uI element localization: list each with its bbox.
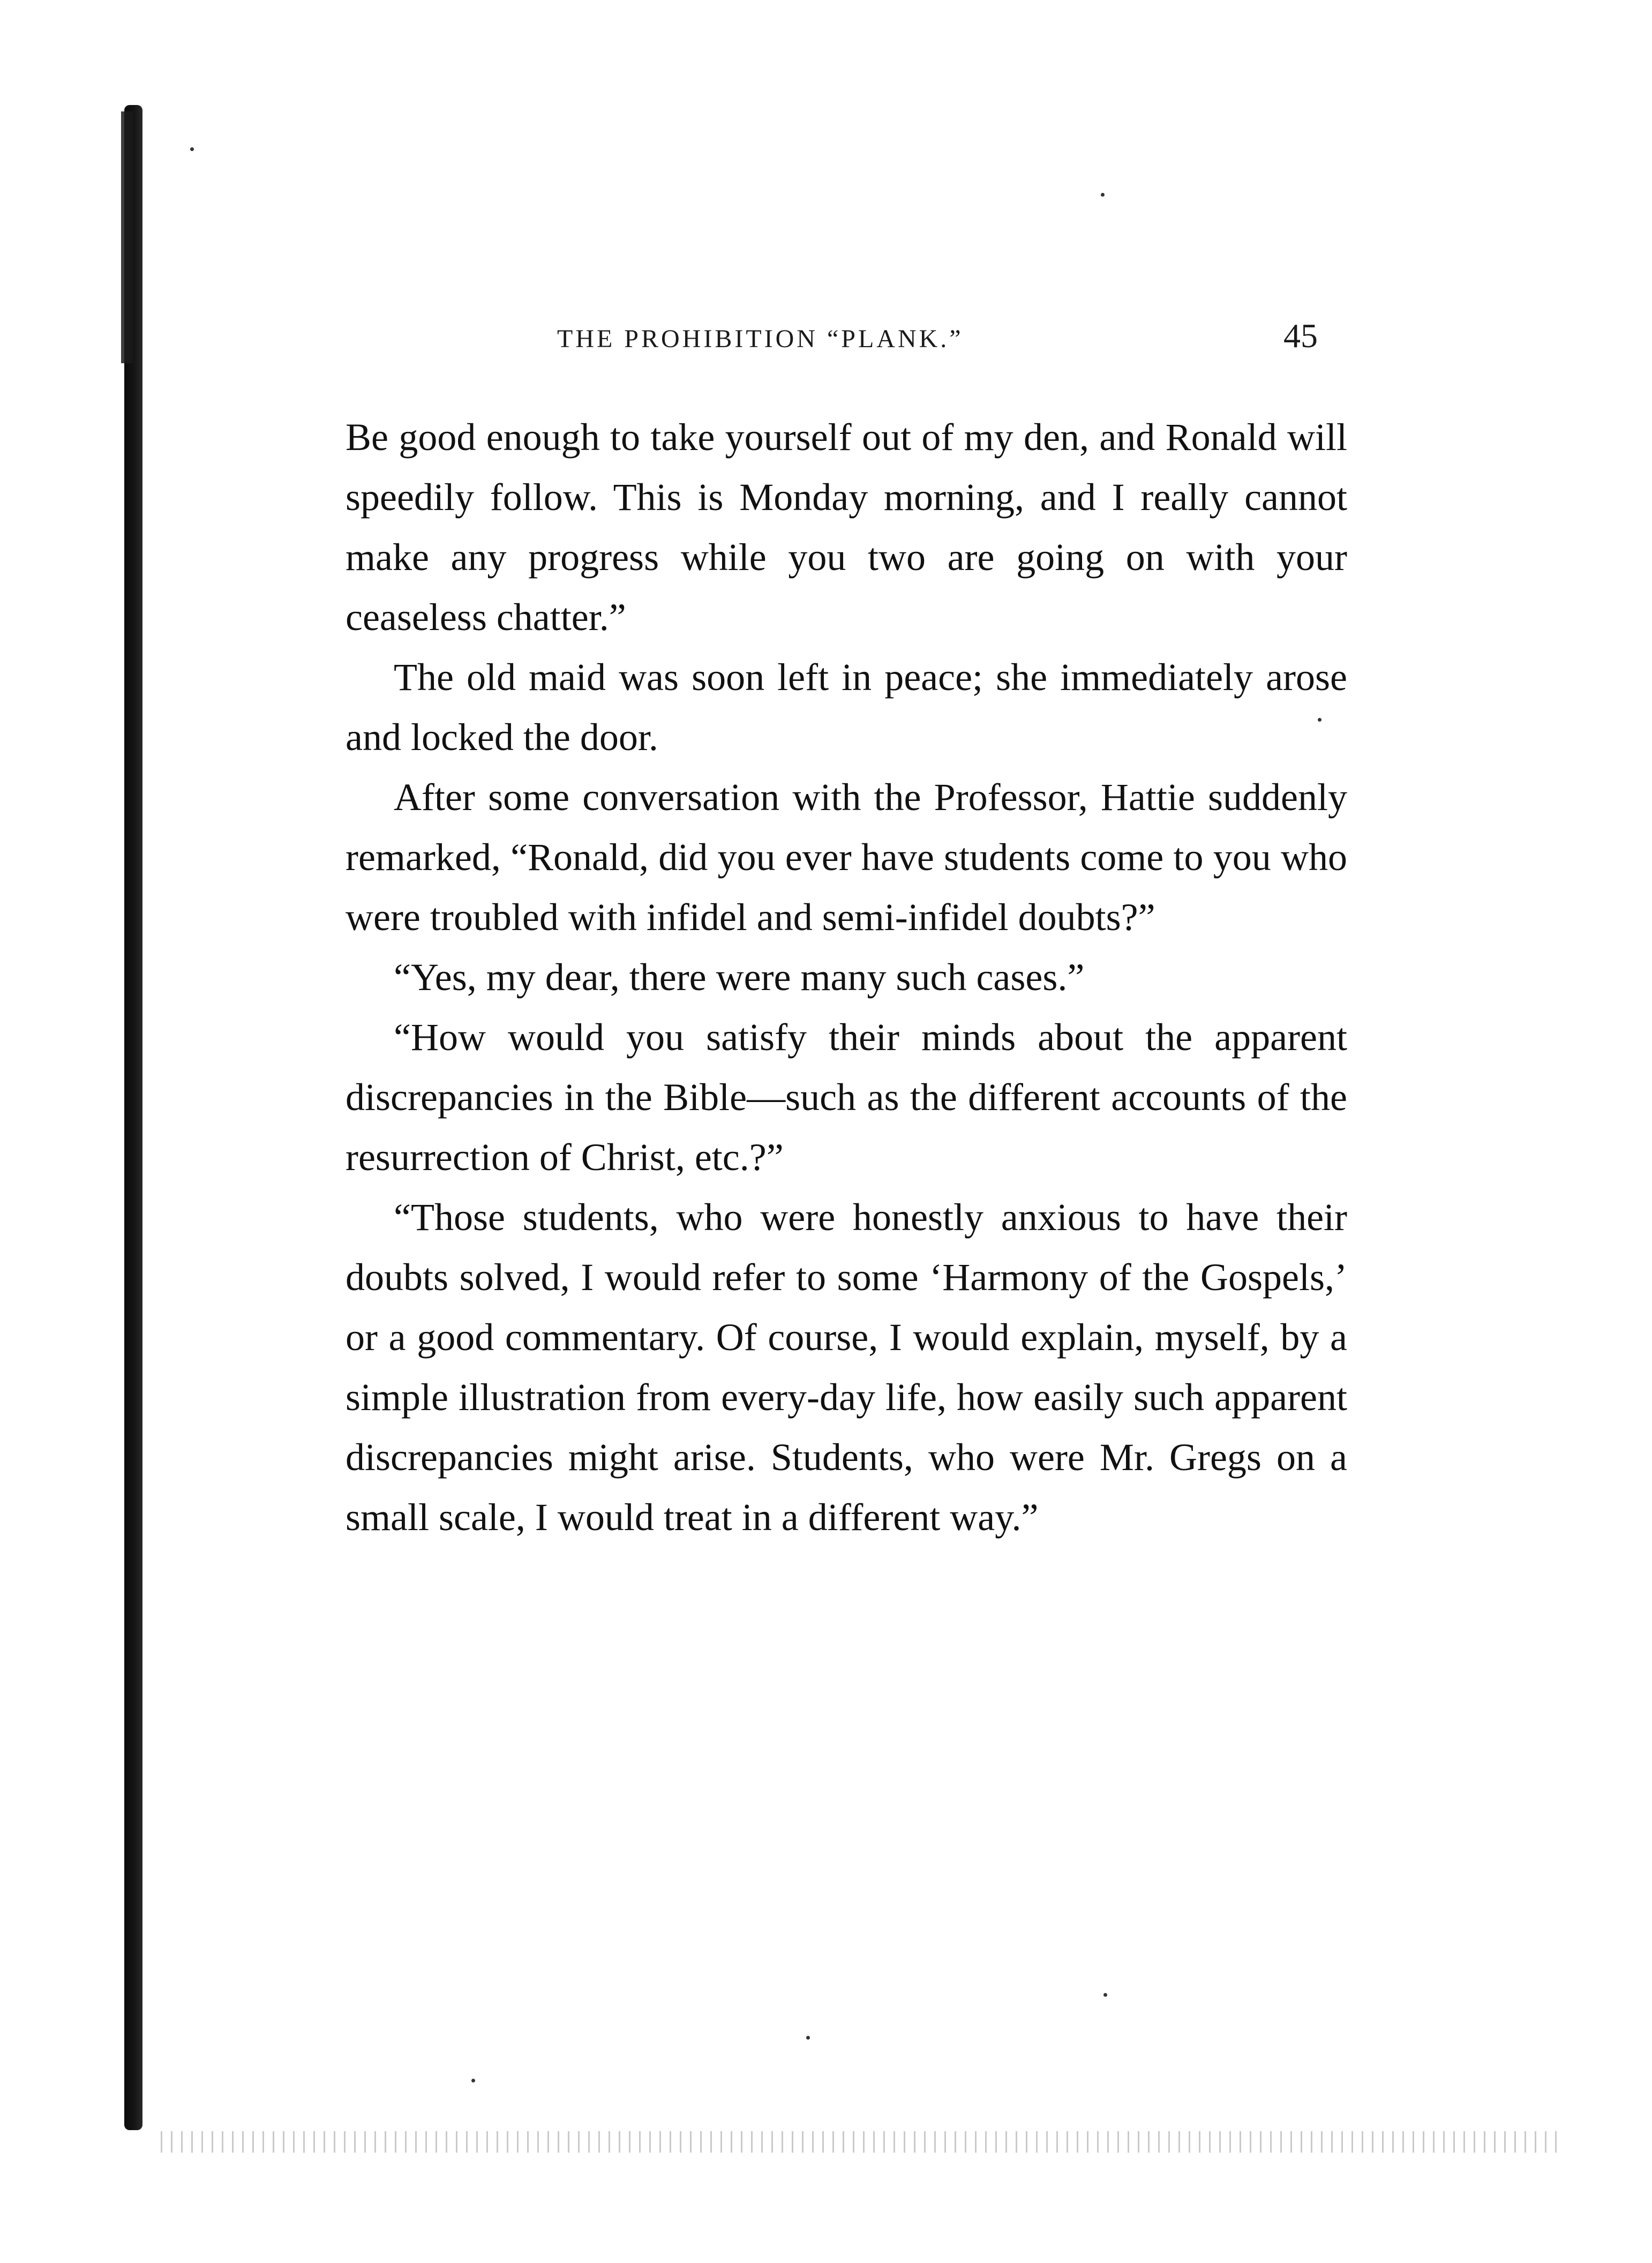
paragraph: “Yes, my dear, there were many such cases.” [394, 956, 1085, 999]
paragraph: The old maid was soon left in peace; she immediately arose and locked the door. [346, 656, 1347, 759]
running-header: THE PROHIBITION “PLANK.” [557, 325, 964, 353]
page-number: 45 [1283, 317, 1318, 355]
page-bottom-edge [161, 2131, 1564, 2153]
paragraph: After some conversation with the Professor, Hattie suddenly remarked, “Ronald, did you ever have students come to you who were troubled with infidel and semi-infidel doubts?” [346, 776, 1347, 939]
scan-speck [190, 147, 194, 151]
scan-speck [1103, 1993, 1107, 1997]
scan-speck [806, 2036, 810, 2040]
binding-gutter-edge [121, 111, 133, 363]
scan-speck [1101, 193, 1105, 197]
binding-gutter-shadow [124, 105, 142, 2130]
paragraph: “How would you satisfy their minds about the apparent discrepancies in the Bible—such as the different accounts of the resurrection of Christ, etc.?” [346, 1016, 1347, 1179]
scan-speck [471, 2079, 475, 2082]
paragraph: Be good enough to take yourself out of my den, and Ronald will speedily follow. This is Monday morning, and I really cannot make any progress while you two are going on with your ceaseless chatter.” [346, 416, 1347, 639]
page-body [346, 407, 1347, 1547]
paragraph: “Those students, who were honestly anxious to have their doubts solved, I would refer to some ‘Harmony of the Gospels,’ or a good commentary. Of course, I would explain, myself, by a simple illustration from every-day life, how easily such apparent discrepancies might arise. Students, who were Mr. Gregs on a small scale, I would treat in a different way.” [346, 1196, 1347, 1539]
